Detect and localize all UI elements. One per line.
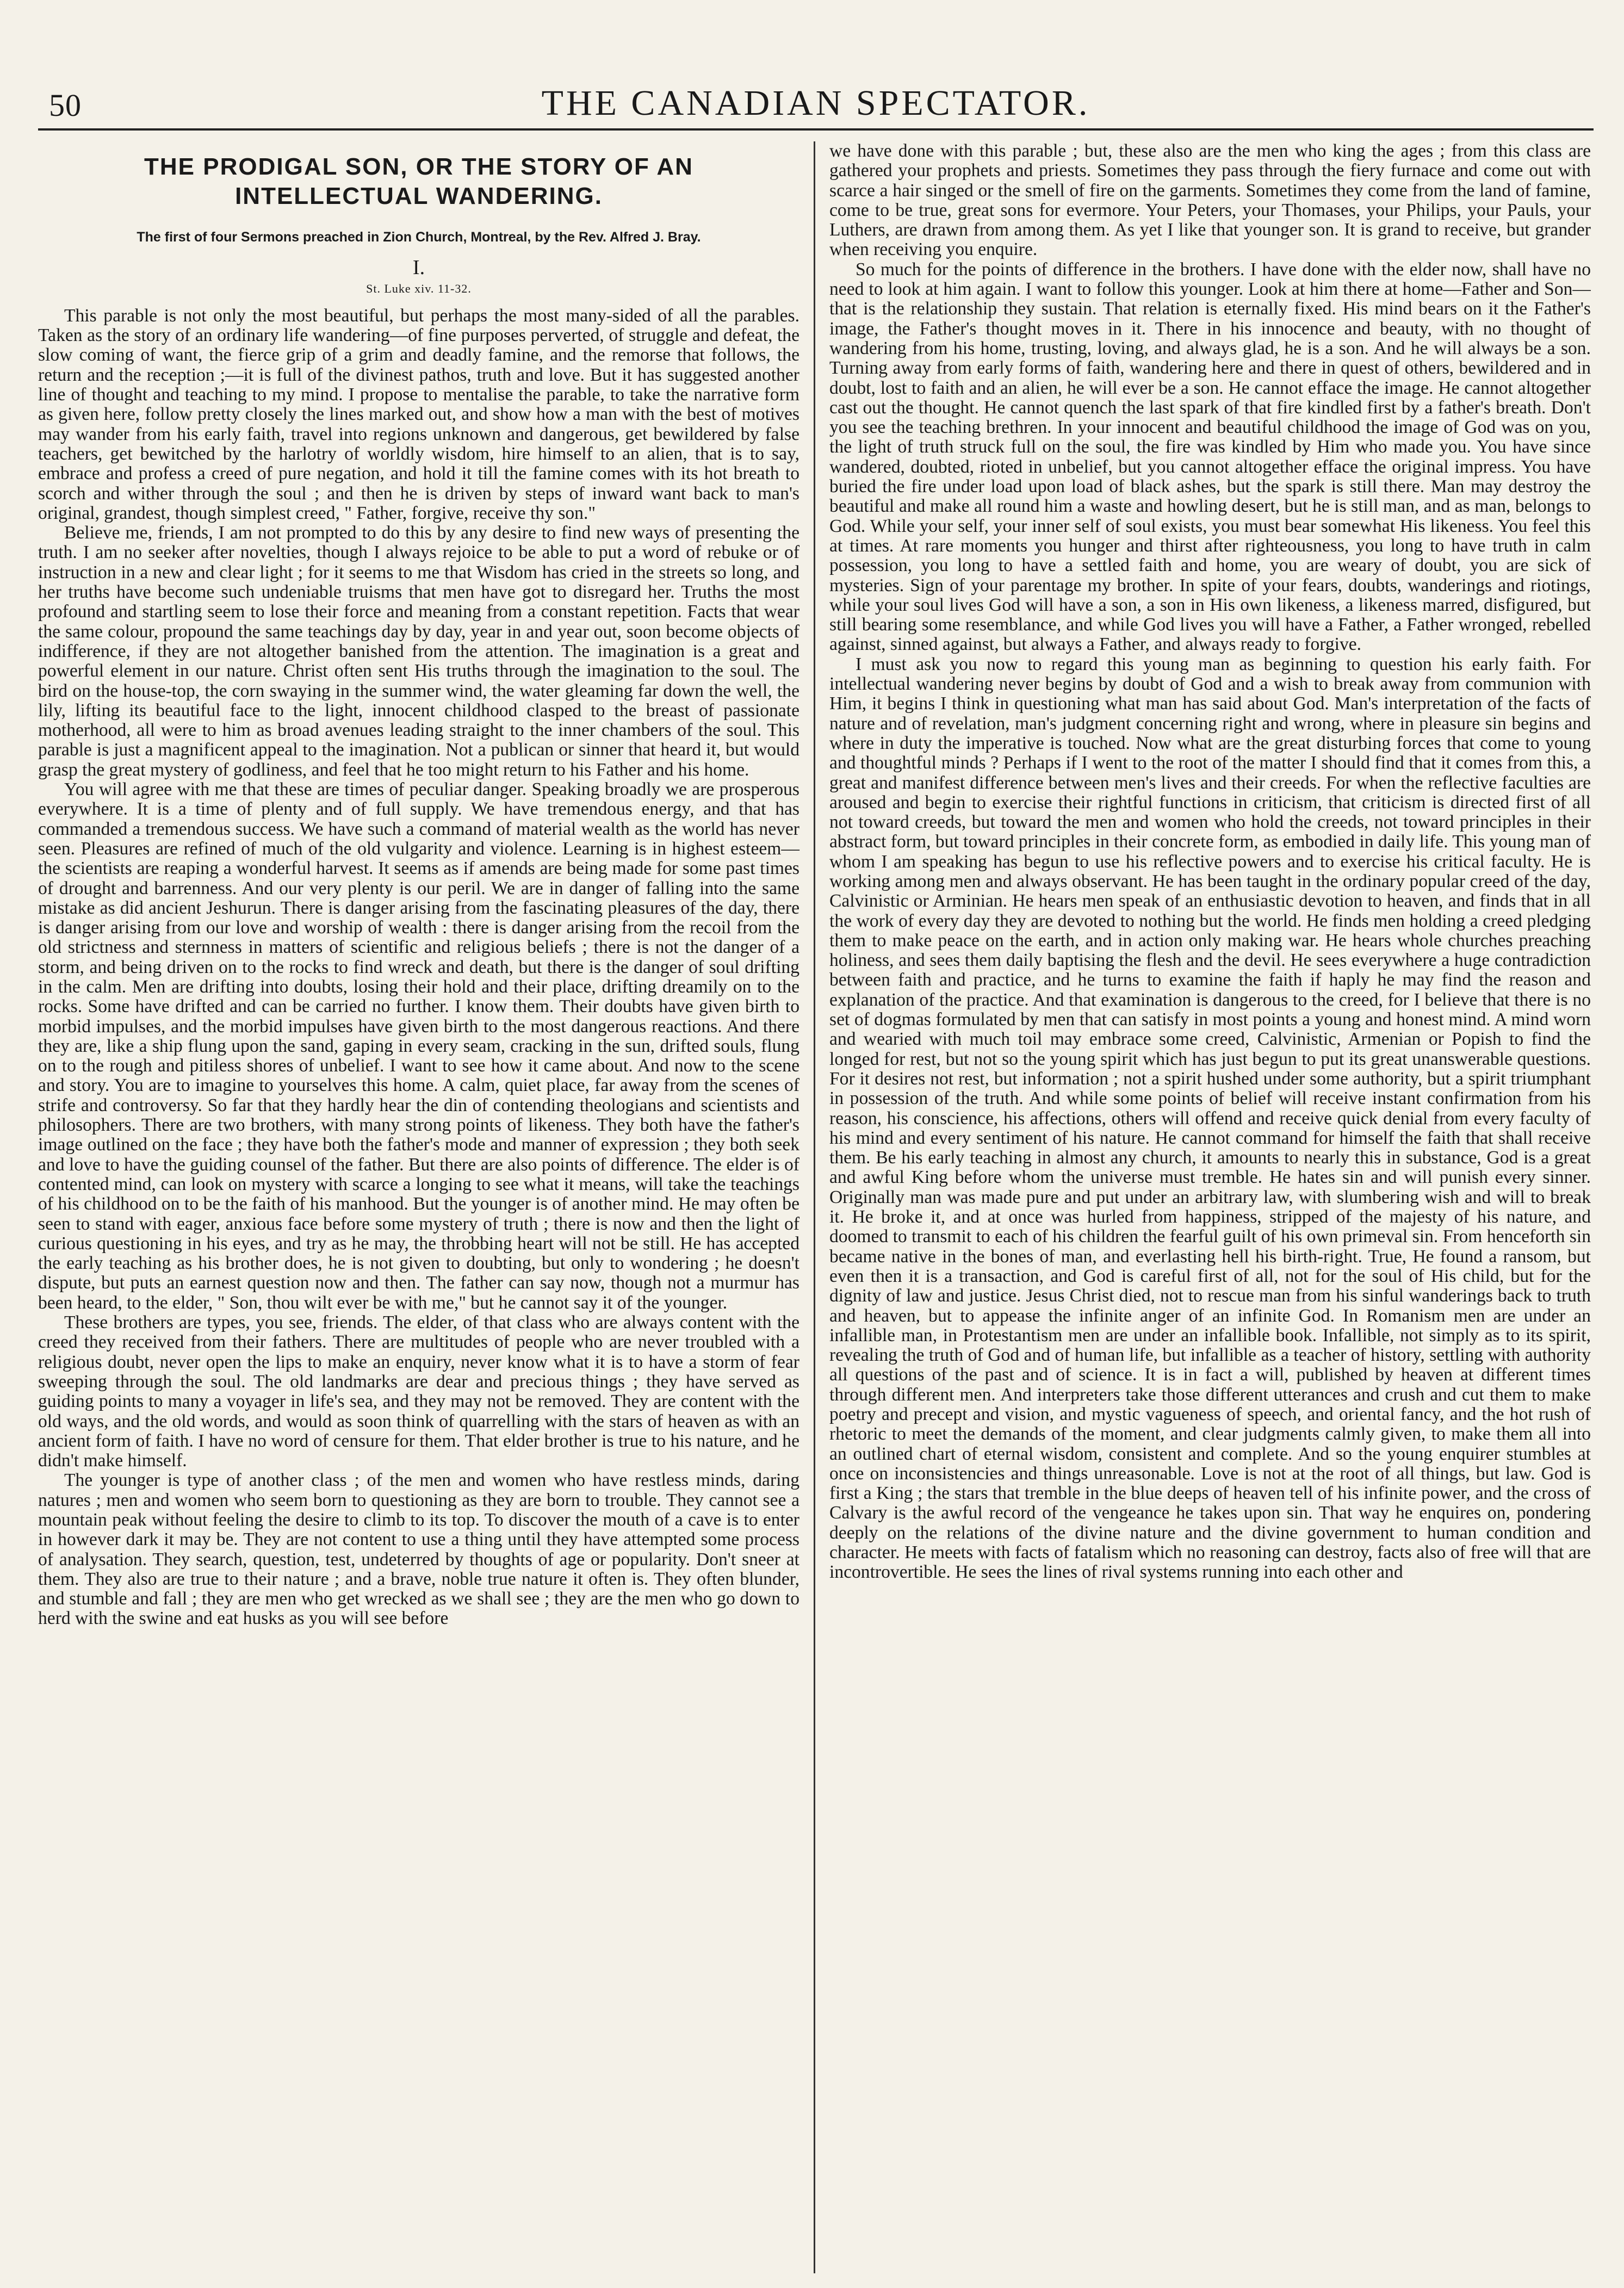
article-title: THE PRODIGAL SON, OR THE STORY OF AN INTELLECTUAL WANDERING. — [144, 153, 693, 209]
article-subtitle: The first of four Sermons preached in Zion Church, Montreal, by the Rev. Alfred J. Bray. — [137, 230, 701, 245]
left-column — [38, 141, 814, 2273]
page-header — [38, 76, 1594, 131]
paragraph: The younger is type of another class ; of the men and women who have restless minds, daring natures ; men and women who seem born to questioning as they are born to trouble. They cannot see a mountain peak without feeling the desire to climb to its top. To discover the mouth of a cave is to enter in however dark it may be. They are not content to use a thing until they have attempted some process of analysation. They search, question, test, undeterred by thoughts of age or popularity. Don't sneer at them. They also are true to their nature ; and a brave, noble true nature it often is. They often blunder, and stumble and fall ; they are men who get wrecked as we shall see ; they are the men who go down to herd with the swine and eat husks as you will see before — [38, 1470, 799, 1629]
right-column — [814, 141, 1591, 2273]
page-number: 50 — [49, 88, 82, 123]
section-number: I. — [412, 256, 425, 280]
paragraph: This parable is not only the most beautiful, but perhaps the most many-sided of all the parables. Taken as the story of an ordinary life wandering—of fine purposes perverted, of struggle and defeat, the slow coming of want, the fierce grip of a grim and deadly famine, and the remorse that follows, the return and the reception ;—it is full of the divinest pathos, truth and love. But it has suggested another line of thought and teaching to my mind. I propose to mentalise the parable, to take the narrative form as given here, follow pretty closely the lines marked out, and show how a man with the best of motives may wander from his early faith, travel into regions unknown and dangerous, get bewildered by false teachers, get bewitched by the harlotry of worldly wisdom, hire himself to an alien, that is to say, embrace and profess a creed of pure negation, and hold it till the famine comes with its hot breath to scorch and wither through the soul ; and then he is driven by steps of inward want back to man's original, grandest, though simplest creed, " Father, forgive, receive thy son." — [38, 305, 799, 523]
paragraph: So much for the points of difference in the brothers. I have done with the elder now, shall have no need to look at him again. I want to follow this younger. Look at him there at home—Father and Son—that is the relationship they sustain. That relation is eternally fixed. His mind bears on it the Father's image, the Father's thought moves in it. There in his innocence and beauty, with no thought of wandering from his home, trusting, loving, and always glad, he is a son. And he will always be a son. Turning away from early forms of faith, wandering here and there in quest of others, bewildered and in doubt, lost to faith and an alien, he will ever be a son. He cannot efface the image. He cannot altogether cast out the thought. He cannot quench the last spark of that fire kindled first by a father's breath. Don't you see the teaching brethren. In your innocent and beautiful childhood the image of God was on you, the light of truth struck full on the soul, the fire was kindled by Him who made you. You have since wandered, doubted, rioted in unbelief, but you cannot altogether efface the original impress. You have buried the fire under load upon load of black ashes, but the spark is still there. Man may destroy the beautiful and make all round him a waste and howling desert, but he is still man, and as man, belongs to God. While your self, your inner self of soul exists, you must bear somewhat His likeness. You feel this at times. At rare moments you hunger and thirst after righteousness, you long to have truth in calm possession, you long to have a settled faith and home, you are weary of doubt, you are sick of mysteries. Sign of your parentage my brother. In spite of your fears, doubts, wanderings and riotings, while your soul lives God will have a son, a son in His own likeness, a likeness marred, disfigured, but still bearing some resemblance, and while God lives you will have a Father, a Father wronged, rebelled against, sinned against, but always a Father, and always ready to forgive. — [829, 259, 1591, 655]
paragraph: I must ask you now to regard this young man as beginning to question his early faith. For intellectual wandering never begins by doubt of God and a wish to break away from communion with Him, it begins I think in questioning what man has said about God. Man's interpretation of the facts of nature and of revelation, man's judgment concerning right and wrong, where in pleasure sin begins and where in duty the imperative is touched. Now what are the great disturbing forces that come to young and thoughtful minds ? Perhaps if I went to the root of the matter I should find that it comes from this, a great and manifest difference between men's lives and their creeds. For when the reflective faculties are aroused and begin to exercise their rightful functions in criticism, that criticism is directed first of all not toward creeds, but toward the men and women who hold the creeds, not toward principles in their abstract form, but toward principles in their concrete form, as embodied in daily life. This young man of whom I am speaking has begun to use his reflective powers and to exercise his critical faculty. He is working among men and always observant. He has been taught in the ordinary popular creed of the day, Calvinistic or Arminian. He hears men speak of an enthusiastic devotion to heaven, and finds that in all the work of every day they are devoted to nothing but the world. He finds men holding a creed pledging them to make peace on the earth, and in action only making war. He hears whole churches preaching holiness, and sees them daily baptising the flesh and the devil. He sees everywhere a huge contradiction between faith and practice, and he turns to examine the faith if haply he may find the reason and explanation of the practice. And that examination is dangerous to the creed, for I believe that there is no set of dogmas formulated by men that can satisfy in most points a young and honest mind. A mind worn and wearied with much toil may embrace some creed, Calvinistic, Armenian or Popish to find the longed for rest, but not so the young spirit which has just begun to put its great unanswerable questions. For it desires not rest, but information ; not a spirit hushed under some authority, but a spirit triumphant in possession of the truth. And while some points of belief will receive instant confirmation from his reason, his conscience, his affections, others will offend and receive quick denial from every faculty of his mind and every sentiment of his nature. He cannot command for himself the faith that shall receive them. Be his early teaching in almost any church, it amounts to nearly this in substance, God is a great and awful King before whom the universe must tremble. He hates sin and will punish every sinner. Originally man was made pure and put under an arbitrary law, with slumbering wish and will to break it. He broke it, and at once was hurled from happiness, stripped of the majesty of his nature, and doomed to transmit to each of his children the fearful guilt of his own primeval sin. From henceforth sin became native in the bones of man, and everlasting hell his birth-right. True, He found a ransom, but even then it is a transaction, and God is careful first of all, not for the soul of His child, but for the dignity of law and justice. Jesus Christ died, not to rescue man from his sinful wanderings back to truth and heaven, but to appease the infinite anger of an infinite God. In Romanism men are under an infallible man, in Protestantism men are under an infallible book. Infallible, not simply as to its spirit, revealing the truth of God and of human life, but infallible as a teacher of history, settling with authority all questions of the past and of science. It is in fact a will, published by heaven at different times through different men. And interpreters take those different utterances and crush and cut them to make poetry and precept and vision, and mystic vagueness of speech, and oriental fancy, and the hot rush of rhetoric to meet the demands of the moment, and clear judgments calmly given, to make them all into an outlined chart of eternal wisdom, consistent and complete. And so the young enquirer stumbles at once on inconsistencies and things unreasonable. Love is not at the root of all things, but law. God is first a King ; the stars that tremble in the blue deeps of heaven tell of his infinite power, and the cross of Calvary is the awful record of the vengeance he takes upon sin. That way he enquires on, pondering deeply on the relations of the divine nature and the divine government to human condition and character. He meets with facts of fatalism which no reasoning can destroy, facts also of free will that are incontrovertible. He sees the lines of rival systems running into each other and — [829, 654, 1591, 1583]
newspaper-page — [38, 76, 1594, 2273]
paragraph-continuation: we have done with this parable ; but, these also are the men who king the ages ; from this class are gathered your prophets and priests. Sometimes they pass through the fiery furnace and come out with scarce a hair singed or the smell of fire on the garments. Sometimes they come from the land of famine, come to be true, great sons for evermore. Your Peters, your Thomases, your Philips, your Pauls, your Luthers, are drawn from among them. As yet I like that younger son. It is grand to receive, but grander when receiving you enquire. — [829, 141, 1591, 260]
running-title: THE CANADIAN SPECTATOR. — [541, 83, 1090, 123]
paragraph: Believe me, friends, I am not prompted to do this by any desire to find new ways of presenting the truth. I am no seeker after novelties, though I always rejoice to be able to put a word of rebuke or of instruction in a new and clear light ; for it seems to me that Wisdom has cried in the streets so long, and her truths have become such undeniable truisms that men have got to disregard her. Truths the most profound and startling seem to lose their force and meaning from a constant repetition. Facts that wear the same colour, propound the same teachings day by day, year in and year out, soon become objects of indifference, if they are not altogether banished from the attention. The imagination is a great and powerful element in our nature. Christ often sent His truths through the imagination to the soul. The bird on the house-top, the corn swaying in the summer wind, the water gleaming far down the well, the lily, lifting its beautiful face to the light, innocent childhood clasped to the breast of passionate motherhood, all were to him as broad avenues leading straight to the inner chambers of the soul. This parable is just a magnificent appeal to the imagination. Not a publican or sinner that heard it, but would grasp the great mystery of godliness, and feel that he too might return to his Father and his home. — [38, 523, 799, 780]
text-columns — [38, 141, 1594, 2273]
paragraph: You will agree with me that these are times of peculiar danger. Speaking broadly we are prosperous everywhere. It is a time of plenty and of full supply. We have tremendous energy, and that has commanded a tremendous success. We have such a command of material wealth as the world has never seen. Pleasures are refined of much of the old vulgarity and violence. Learning is in highest esteem—the scientists are reaping a wonderful harvest. It seems as if amends are being made for some past times of drought and barrenness. And our very plenty is our peril. We are in danger of falling into the same mistake as did ancient Jeshurun. There is danger arising from the fascinating pleasures of the day, there is danger arising from our love and worship of wealth : there is danger arising from the recoil from the old strictness and sternness in matters of scientific and religious beliefs ; there is not the danger of a storm, and being driven on to the rocks to find wreck and death, but there is the danger of soul drifting in the calm. Men are drifting into doubts, losing their hold and their place, drifting dreamily on to the rocks. Some have drifted and can be carried no further. I know them. Their doubts have given birth to morbid impulses, and the morbid impulses have given birth to the most dangerous reactions. And there they are, like a ship flung upon the sand, gaping in every seam, cracking in the sun, drifted souls, flung on to the rough and pitiless shores of unbelief. I want to see how it came about. And now to the scene and story. You are to imagine to yourselves this home. A calm, quiet place, far away from the scenes of strife and controversy. So far that they hardly hear the din of contending theologians and scientists and philosophers. There are two brothers, with many strong points of likeness. They both have the father's image outlined on the face ; they have both the father's mode and manner of expression ; they both seek and love to have the guiding counsel of the father. But there are also points of difference. The elder is of contented mind, can look on mystery with scarce a longing to see what it means, will take the teachings of his childhood on to be the faith of his manhood. But the younger is of another mind. He may often be seen to stand with eager, anxious face before some mystery of truth ; there is now and then the light of curious questioning in his eyes, and try as he may, the throbbing heart will not be still. He has accepted the early teaching as his brother does, he is not given to doubting, but only to wondering ; he doesn't dispute, but puts an earnest question now and then. The father can say now, though not a murmur has been heard, to the elder, " Son, thou wilt ever be with me," but he cannot say it of the younger. — [38, 779, 799, 1313]
scripture-reference: St. Luke xiv. 11-32. — [366, 281, 472, 295]
paragraph: These brothers are types, you see, friends. The elder, of that class who are always content with the creed they received from their fathers. There are multitudes of people who are never troubled with a religious doubt, never open the lips to make an enquiry, never know what it is to have a storm of fear sweeping through the soul. The old landmarks are dear and precious things ; they have served as guiding points to many a voyager in life's sea, and they may not be removed. They are content with the old ways, and the old words, and would as soon think of quarrelling with the stars of heaven as with an ancient form of faith. I have no word of censure for them. That elder brother is true to his nature, and he didn't make himself. — [38, 1312, 799, 1471]
